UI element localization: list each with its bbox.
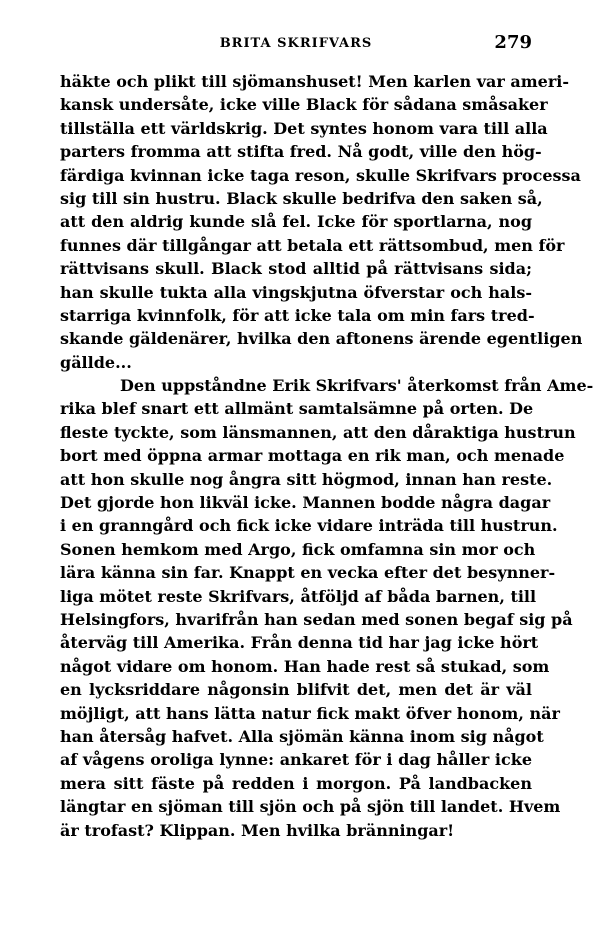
text-line: i en granngård och fick icke vidare inträda till hustrun. <box>60 516 558 536</box>
text-line: färdiga kvinnan icke taga reson, skulle Skrifvars processa <box>60 165 581 185</box>
text-line: han skulle tukta alla vingskjutna öfverstar och hals- <box>60 282 532 302</box>
running-title: BRITA SKRIFVARS <box>219 36 373 51</box>
text-line: att hon skulle nog ångra sitt högmod, innan han reste. <box>60 469 553 489</box>
text-line: liga mötet reste Skrifvars, åtföljd af båda barnen, till <box>60 586 537 606</box>
text-line: lära känna sin far. Knappt en vecka efter det besynner- <box>60 563 556 583</box>
text-line: af vågens oroliga lynne: ankaret för i dag håller icke <box>60 750 532 770</box>
text-line: fleste tyckte, som länsmannen, att den dåraktiga hustrun <box>60 422 576 442</box>
text-line: mera sitt fäste på redden i morgon. På landbacken <box>60 773 532 793</box>
page-header <box>60 32 532 56</box>
text-line: något vidare om honom. Han hade rest så stukad, som <box>60 656 550 676</box>
text-line: Det gjorde hon likväl icke. Mannen bodde några dagar <box>60 493 551 513</box>
text-line: funnes där tillgångar att betala ett rättsombud, men för <box>60 235 565 255</box>
text-line: bort med öppna armar mottaga en rik man, och menade <box>60 446 565 466</box>
text-line: parters fromma att stifta fred. Nå godt, ville den hög- <box>60 142 542 162</box>
text-line: möjligt, att hans lätta natur fick makt öfver honom, när <box>60 703 560 723</box>
text-line: är trofast? Klippan. Men hvilka bränningar! <box>60 820 455 840</box>
text-line: sig till sin hustru. Black skulle bedrifva den saken så, <box>60 188 543 208</box>
text-line: längtar en sjöman till sjön och på sjön till landet. Hvem <box>60 797 561 817</box>
text-line: starriga kvinnfolk, för att icke tala om min fars tred- <box>60 305 535 325</box>
page-number: 279 <box>494 32 532 53</box>
text-line: en lycksriddare någonsin blifvit det, men det är väl <box>60 680 532 700</box>
text-line: Den uppståndne Erik Skrifvars' återkomst från Ame- <box>120 376 594 396</box>
text-line: Sonen hemkom med Argo, fick omfamna sin mor och <box>60 539 536 559</box>
text-line: gällde... <box>60 352 132 372</box>
text-line: Helsingfors, hvarifrån han sedan med sonen begaf sig på <box>60 609 573 629</box>
text-line: skande gäldenärer, hvilka den aftonens ärende egentligen <box>60 329 583 349</box>
text-line: han återsåg hafvet. Alla sjömän känna inom sig något <box>60 726 544 746</box>
text-line: rika blef snart ett allmänt samtalsämne på orten. De <box>60 399 534 419</box>
text-line: tillställa ett världskrig. Det syntes honom vara till alla <box>60 118 548 138</box>
text-line: rättvisans skull. Black stod alltid på rättvisans sida; <box>60 259 532 279</box>
text-line: att den aldrig kunde slå fel. Icke för sportlarna, nog <box>60 212 532 232</box>
page-body <box>60 70 594 842</box>
text-line: kansk undersåte, icke ville Black för sådana småsaker <box>60 95 548 115</box>
text-line: återväg till Amerika. Från denna tid har jag icke hört <box>60 633 539 653</box>
text-line: häkte och plikt till sjömanshuset! Men karlen var ameri- <box>60 72 569 91</box>
